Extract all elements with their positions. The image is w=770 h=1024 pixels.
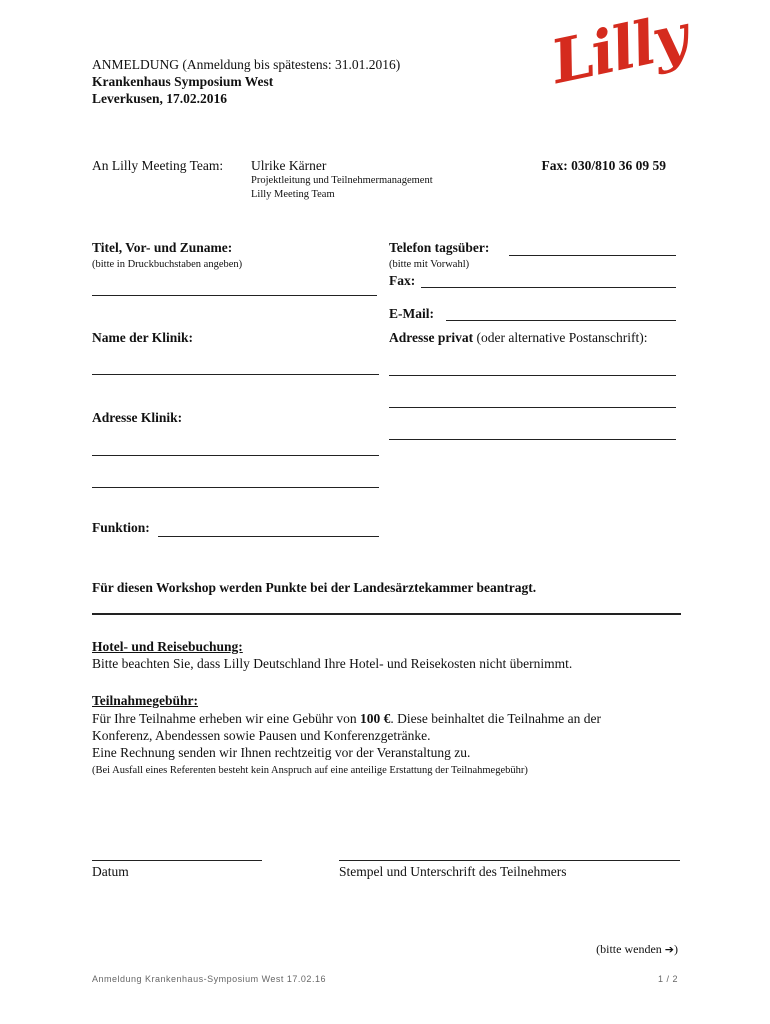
header-title: ANMELDUNG (Anmeldung bis spätestens: 31.01.2016) [92,57,401,72]
cme-notice: Für diesen Workshop werden Punkte bei der Landesärztekammer beantragt. [92,580,537,595]
clinic-address-field-2[interactable] [92,487,379,488]
recipient-name: Ulrike Kärner [251,158,327,173]
turn-over-end: ) [674,942,678,956]
fee-heading: Teilnahmegebühr: [92,693,199,708]
hotel-text: Bitte beachten Sie, dass Lilly Deutschland Ihre Hotel- und Reisekosten nicht übernimmt. [92,656,573,671]
fee-note: (Bei Ausfall eines Referenten besteht kein Anspruch auf eine anteilige Erstattung der Teilnahmegebühr) [92,765,528,776]
fee-text-3: Eine Rechnung senden wir Ihnen rechtzeitig vor der Veranstaltung zu. [92,745,471,760]
header-location-date: Leverkusen, 17.02.2016 [92,91,227,106]
lilly-logo: Lilly [545,1,693,98]
signature-field[interactable] [339,860,680,861]
section-divider [92,613,681,615]
address-private-field-2[interactable] [389,407,676,408]
fee-text-1b: . Diese beinhaltet die Teilnahme an der [390,711,601,726]
fee-text-1a: Für Ihre Teilnahme erheben wir eine Gebühr von [92,711,360,726]
address-private-title: Adresse privat [389,330,474,345]
clinic-address-label: Adresse Klinik: [92,410,183,425]
address-private-field-1[interactable] [389,375,676,376]
arrow-right-icon: ➔ [664,943,674,956]
function-label: Funktion: [92,520,150,535]
clinic-address-field-1[interactable] [92,455,379,456]
address-private-hint: (oder alternative Postanschrift): [476,330,648,345]
phone-hint: (bitte mit Vorwahl) [389,259,470,270]
phone-label: Telefon tagsüber: [389,240,490,255]
email-field[interactable] [446,320,676,321]
date-field[interactable] [92,860,262,861]
turn-over-text: (bitte wenden [596,942,665,956]
phone-field[interactable] [509,255,676,256]
name-hint: (bitte in Druckbuchstaben angeben) [92,259,243,270]
recipient-role: Projektleitung und Teilnehmermanagement [251,175,433,186]
recipient-label: An Lilly Meeting Team: [92,158,224,173]
clinic-label: Name der Klinik: [92,330,193,345]
hotel-heading: Hotel- und Reisebuchung: [92,639,243,654]
recipient-team: Lilly Meeting Team [251,189,335,200]
clinic-field[interactable] [92,374,379,375]
fee-text-2: Konferenz, Abendessen sowie Pausen und Konferenzgetränke. [92,728,431,743]
function-field[interactable] [158,536,379,537]
stamp-label: Stempel und Unterschrift des Teilnehmers [339,864,567,879]
page-number: 1 / 2 [657,974,678,984]
fee-text-1 [92,711,601,727]
email-label: E-Mail: [389,306,434,321]
turn-over-note [596,942,678,957]
fax-label: Fax: [389,273,416,288]
address-private-label [389,330,647,346]
footer-left: Anmeldung Krankenhaus-Symposium West 17.02.16 [92,974,326,984]
fee-amount: 100 € [359,711,391,726]
name-field[interactable] [92,295,377,296]
date-label: Datum [92,864,129,879]
recipient-fax: Fax: 030/810 36 09 59 [541,158,666,173]
address-private-field-3[interactable] [389,439,676,440]
name-label: Titel, Vor- und Zuname: [92,240,233,255]
header-event: Krankenhaus Symposium West [92,74,274,89]
fax-field[interactable] [421,287,676,288]
